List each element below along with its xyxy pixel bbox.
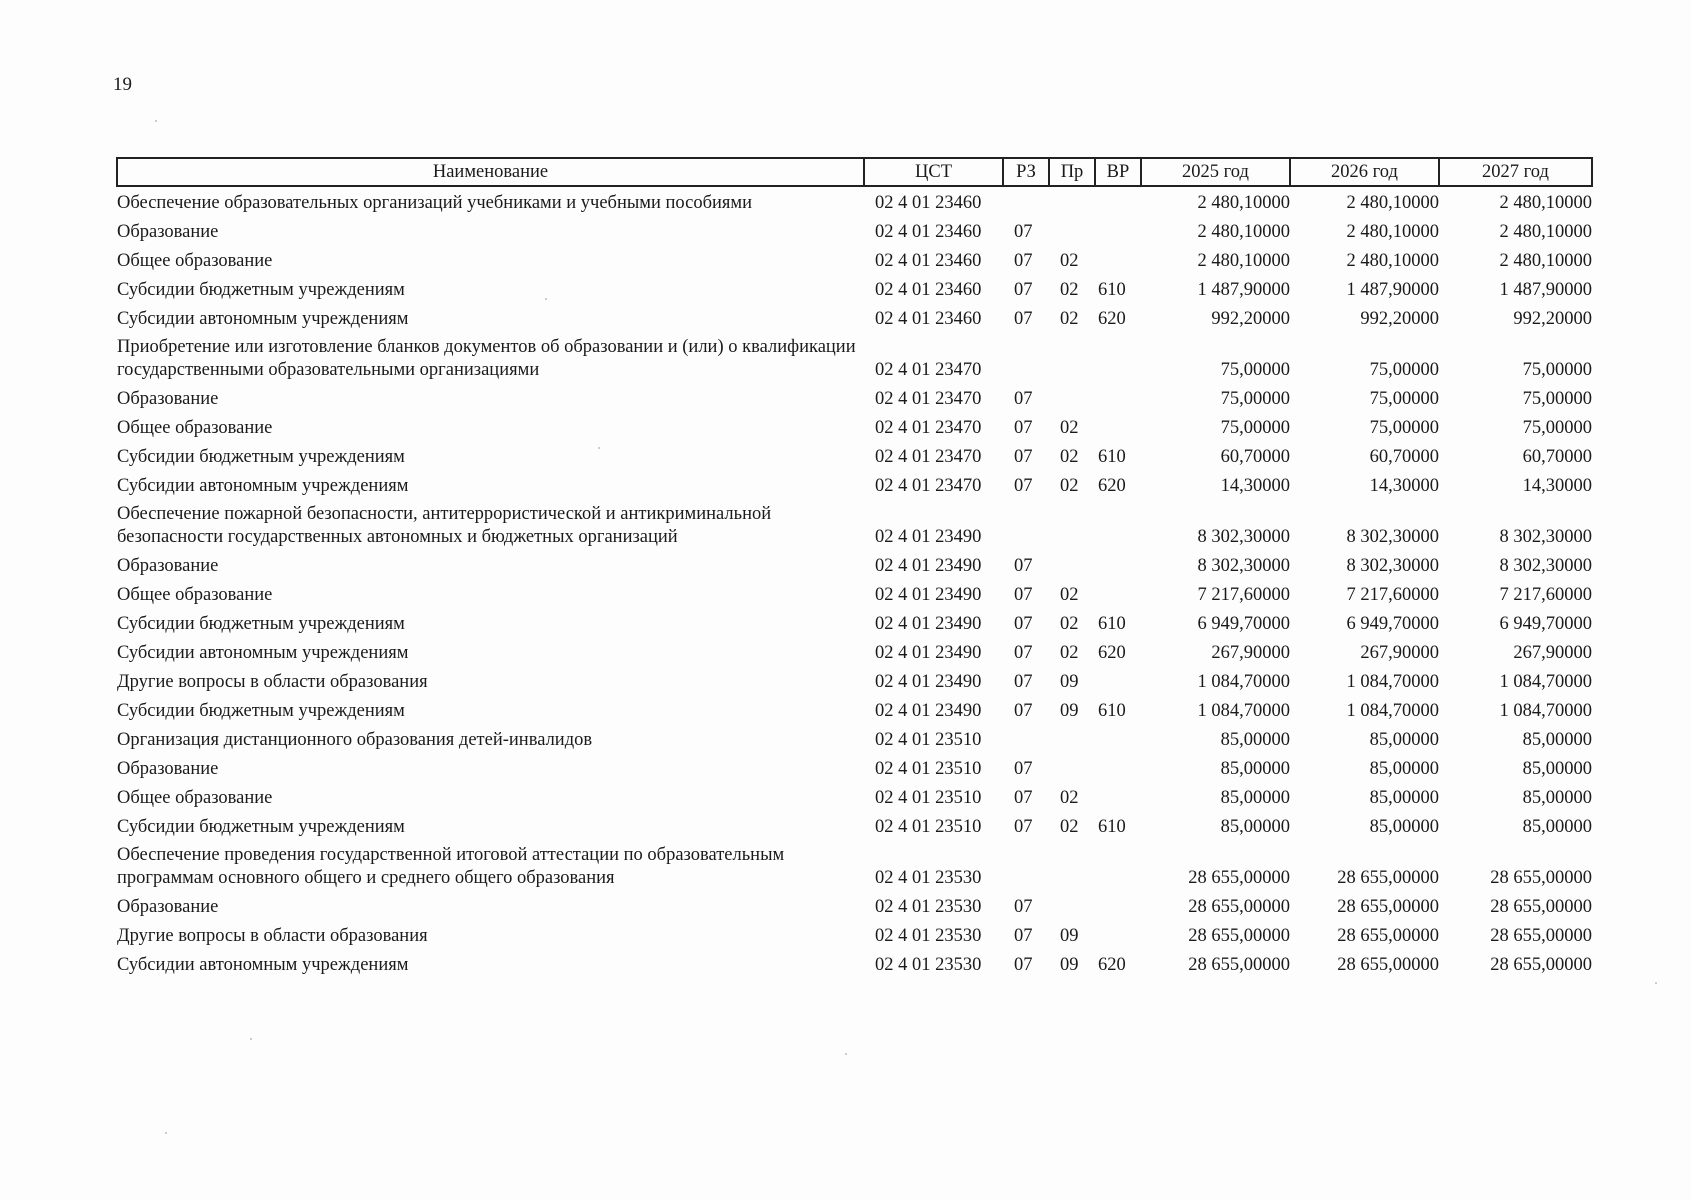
cell-2025: 14,30000 [1220,476,1290,496]
cell-rz: 07 [1014,251,1033,271]
cell-cst: 02 4 01 23490 [875,614,982,634]
cell-2026: 1 084,70000 [1346,701,1439,721]
cell-vr [1095,331,1141,382]
table-row [117,810,1592,839]
cell-rz: 07 [1014,309,1033,329]
table-row [117,752,1592,781]
cell-2027: 8 302,30000 [1499,556,1592,576]
table-row [117,273,1592,302]
cell-vr [1095,186,1141,215]
cell-cst: 02 4 01 23470 [875,360,982,380]
cell-rz: 07 [1014,389,1033,409]
cell-name: Субсидии автономным учреждениям [117,309,409,329]
cell-cst: 02 4 01 23460 [875,251,982,271]
cell-name: Общее образование [117,418,273,438]
cell-2027: 85,00000 [1522,730,1592,750]
cell-pr [1049,890,1095,919]
cell-vr [1095,919,1141,948]
cell-2025: 85,00000 [1220,817,1290,837]
table-header [117,158,1592,186]
cell-2027: 85,00000 [1522,817,1592,837]
cell-cst: 02 4 01 23490 [875,556,982,576]
cell-cst: 02 4 01 23530 [875,926,982,946]
cell-vr: 610 [1098,447,1126,467]
cell-2026: 14,30000 [1369,476,1439,496]
cell-vr [1095,723,1141,752]
header-cst: ЦСТ [864,158,1003,186]
cell-name: Субсидии автономным учреждениям [117,643,409,663]
cell-2026: 85,00000 [1369,759,1439,779]
cell-vr [1095,839,1141,890]
cell-cst: 02 4 01 23460 [875,222,982,242]
cell-2026: 85,00000 [1369,730,1439,750]
cell-2027: 6 949,70000 [1499,614,1592,634]
cell-pr: 09 [1060,926,1079,946]
cell-2027: 60,70000 [1522,447,1592,467]
cell-2025: 6 949,70000 [1197,614,1290,634]
cell-cst: 02 4 01 23490 [875,701,982,721]
cell-2026: 75,00000 [1369,418,1439,438]
table-row [117,948,1592,977]
cell-rz: 07 [1014,759,1033,779]
cell-pr: 02 [1060,643,1079,663]
cell-2026: 267,90000 [1360,643,1439,663]
cell-vr [1095,549,1141,578]
cell-vr: 610 [1098,701,1126,721]
cell-cst: 02 4 01 23470 [875,389,982,409]
table-row [117,215,1592,244]
cell-2027: 14,30000 [1522,476,1592,496]
table-row [117,469,1592,498]
header-vr: ВР [1095,158,1141,186]
cell-2027: 75,00000 [1522,360,1592,380]
header-pr: Пр [1049,158,1095,186]
cell-vr [1095,578,1141,607]
scan-speck [165,1132,167,1134]
table-row [117,186,1592,215]
table-row [117,839,1592,890]
cell-pr [1049,215,1095,244]
cell-2025: 8 302,30000 [1197,527,1290,547]
table-row [117,549,1592,578]
header-rz: РЗ [1003,158,1049,186]
cell-2025: 2 480,10000 [1197,251,1290,271]
cell-vr [1095,752,1141,781]
cell-cst: 02 4 01 23490 [875,527,982,547]
scan-speck [845,1053,847,1055]
table-row [117,244,1592,273]
cell-2027: 75,00000 [1522,418,1592,438]
cell-2027: 28 655,00000 [1490,955,1592,975]
cell-rz: 07 [1014,672,1033,692]
cell-name: Общее образование [117,585,273,605]
cell-2025: 267,90000 [1211,643,1290,663]
table-row [117,890,1592,919]
cell-pr: 02 [1060,476,1079,496]
cell-pr [1049,186,1095,215]
cell-vr [1095,890,1141,919]
cell-2026: 75,00000 [1369,389,1439,409]
cell-2025: 1 084,70000 [1197,701,1290,721]
cell-2026: 6 949,70000 [1346,614,1439,634]
cell-2025: 2 480,10000 [1197,222,1290,242]
cell-rz [1003,186,1049,215]
cell-2025: 75,00000 [1220,360,1290,380]
cell-pr [1049,331,1095,382]
cell-2027: 2 480,10000 [1499,222,1592,242]
cell-2025: 85,00000 [1220,730,1290,750]
cell-pr: 02 [1060,280,1079,300]
cell-name: Образование [117,897,219,917]
cell-2026: 28 655,00000 [1337,868,1439,888]
cell-name: Обеспечение пожарной безопасности, антитеррористической и антикриминальной безопасности государственных автономных и бюджетных организаций [117,504,772,547]
cell-rz [1003,331,1049,382]
header-2025: 2025 год [1141,158,1290,186]
page-number: 19 [113,74,132,95]
cell-2026: 992,20000 [1360,309,1439,329]
cell-2025: 7 217,60000 [1197,585,1290,605]
cell-cst: 02 4 01 23490 [875,585,982,605]
cell-2027: 28 655,00000 [1490,868,1592,888]
cell-vr [1095,665,1141,694]
table-row [117,382,1592,411]
cell-2027: 1 487,90000 [1499,280,1592,300]
cell-2026: 2 480,10000 [1346,222,1439,242]
cell-cst: 02 4 01 23510 [875,730,982,750]
cell-pr: 02 [1060,251,1079,271]
cell-cst: 02 4 01 23530 [875,955,982,975]
scan-speck [250,1038,252,1040]
cell-2027: 85,00000 [1522,788,1592,808]
cell-2026: 28 655,00000 [1337,897,1439,917]
cell-name: Субсидии бюджетным учреждениям [117,280,405,300]
cell-name: Другие вопросы в области образования [117,926,428,946]
cell-2027: 75,00000 [1522,389,1592,409]
cell-pr [1049,549,1095,578]
cell-2025: 992,20000 [1211,309,1290,329]
cell-vr [1095,244,1141,273]
cell-2026: 60,70000 [1369,447,1439,467]
cell-name: Субсидии бюджетным учреждениям [117,447,405,467]
cell-2025: 75,00000 [1220,418,1290,438]
cell-rz: 07 [1014,280,1033,300]
cell-2026: 8 302,30000 [1346,556,1439,576]
cell-name: Организация дистанционного образования детей-инвалидов [117,730,593,750]
cell-name: Обеспечение образовательных организаций учебниками и учебными пособиями [117,193,753,213]
table-row [117,723,1592,752]
table-row [117,665,1592,694]
cell-name: Общее образование [117,788,273,808]
cell-cst: 02 4 01 23510 [875,817,982,837]
cell-2026: 28 655,00000 [1337,926,1439,946]
table-row [117,694,1592,723]
budget-table-container [116,157,1591,977]
table-row [117,578,1592,607]
cell-pr: 02 [1060,418,1079,438]
cell-pr: 02 [1060,585,1079,605]
header-2027: 2027 год [1439,158,1592,186]
cell-2025: 1 084,70000 [1197,672,1290,692]
cell-pr: 02 [1060,788,1079,808]
cell-rz: 07 [1014,955,1033,975]
cell-vr: 620 [1098,476,1126,496]
cell-2027: 85,00000 [1522,759,1592,779]
cell-pr [1049,498,1095,549]
cell-2026: 8 302,30000 [1346,527,1439,547]
cell-rz: 07 [1014,817,1033,837]
cell-vr [1095,382,1141,411]
cell-vr: 610 [1098,817,1126,837]
cell-2025: 28 655,00000 [1188,897,1290,917]
scan-speck [545,298,547,300]
cell-2026: 75,00000 [1369,360,1439,380]
cell-pr [1049,382,1095,411]
cell-name: Образование [117,759,219,779]
cell-name: Субсидии автономным учреждениям [117,955,409,975]
cell-2025: 2 480,10000 [1197,193,1290,213]
cell-vr: 620 [1098,643,1126,663]
cell-cst: 02 4 01 23530 [875,868,982,888]
cell-cst: 02 4 01 23510 [875,759,982,779]
cell-vr [1095,215,1141,244]
cell-cst: 02 4 01 23470 [875,476,982,496]
cell-name: Субсидии бюджетным учреждениям [117,701,405,721]
cell-rz: 07 [1014,447,1033,467]
header-2026: 2026 год [1290,158,1439,186]
cell-2026: 1 084,70000 [1346,672,1439,692]
cell-pr: 02 [1060,447,1079,467]
cell-2025: 85,00000 [1220,759,1290,779]
cell-2027: 992,20000 [1513,309,1592,329]
cell-rz: 07 [1014,788,1033,808]
cell-2027: 28 655,00000 [1490,897,1592,917]
cell-2027: 2 480,10000 [1499,193,1592,213]
scan-speck [598,447,600,449]
cell-vr: 620 [1098,955,1126,975]
cell-cst: 02 4 01 23510 [875,788,982,808]
cell-2025: 1 487,90000 [1197,280,1290,300]
cell-name: Образование [117,222,219,242]
cell-2026: 2 480,10000 [1346,193,1439,213]
table-row [117,498,1592,549]
cell-rz: 07 [1014,222,1033,242]
cell-name: Приобретение или изготовление бланков документов об образовании и (или) о квалификации государственными образовательными организациями [117,337,856,380]
cell-rz [1003,839,1049,890]
cell-pr [1049,752,1095,781]
cell-cst: 02 4 01 23490 [875,643,982,663]
cell-name: Субсидии бюджетным учреждениям [117,614,405,634]
table-body [117,186,1592,977]
cell-rz: 07 [1014,585,1033,605]
cell-2025: 28 655,00000 [1188,955,1290,975]
cell-vr [1095,411,1141,440]
cell-2026: 7 217,60000 [1346,585,1439,605]
cell-name: Субсидии автономным учреждениям [117,476,409,496]
cell-2027: 7 217,60000 [1499,585,1592,605]
cell-2027: 267,90000 [1513,643,1592,663]
cell-pr: 02 [1060,309,1079,329]
table-row [117,781,1592,810]
cell-pr: 09 [1060,672,1079,692]
header-row [117,158,1592,186]
cell-rz [1003,498,1049,549]
cell-pr: 09 [1060,701,1079,721]
cell-name: Образование [117,556,219,576]
cell-vr [1095,781,1141,810]
cell-pr [1049,839,1095,890]
cell-rz: 07 [1014,614,1033,634]
cell-2027: 1 084,70000 [1499,701,1592,721]
cell-cst: 02 4 01 23470 [875,418,982,438]
cell-rz: 07 [1014,701,1033,721]
cell-name: Общее образование [117,251,273,271]
table-row [117,607,1592,636]
table-row [117,919,1592,948]
budget-table [116,157,1593,977]
cell-vr: 610 [1098,280,1126,300]
cell-2025: 28 655,00000 [1188,868,1290,888]
cell-rz: 07 [1014,926,1033,946]
cell-name: Обеспечение проведения государственной итоговой аттестации по образовательным программам основного общего и среднего общего образования [117,845,785,888]
cell-cst: 02 4 01 23460 [875,309,982,329]
header-name: Наименование [117,158,864,186]
table-row [117,302,1592,331]
cell-2026: 85,00000 [1369,788,1439,808]
cell-vr: 620 [1098,309,1126,329]
cell-name: Другие вопросы в области образования [117,672,428,692]
cell-vr [1095,498,1141,549]
cell-2026: 28 655,00000 [1337,955,1439,975]
cell-2027: 2 480,10000 [1499,251,1592,271]
cell-pr: 02 [1060,614,1079,634]
cell-pr: 02 [1060,817,1079,837]
cell-rz: 07 [1014,556,1033,576]
cell-2025: 28 655,00000 [1188,926,1290,946]
cell-2026: 2 480,10000 [1346,251,1439,271]
cell-2025: 60,70000 [1220,447,1290,467]
cell-2027: 1 084,70000 [1499,672,1592,692]
table-row [117,636,1592,665]
cell-rz: 07 [1014,643,1033,663]
cell-cst: 02 4 01 23460 [875,193,982,213]
cell-rz: 07 [1014,897,1033,917]
scan-speck [1655,982,1657,984]
table-row [117,440,1592,469]
cell-pr [1049,723,1095,752]
cell-pr: 09 [1060,955,1079,975]
cell-cst: 02 4 01 23470 [875,447,982,467]
cell-2027: 8 302,30000 [1499,527,1592,547]
cell-name: Субсидии бюджетным учреждениям [117,817,405,837]
cell-2025: 75,00000 [1220,389,1290,409]
cell-cst: 02 4 01 23460 [875,280,982,300]
table-row [117,331,1592,382]
cell-rz: 07 [1014,476,1033,496]
cell-rz: 07 [1014,418,1033,438]
cell-name: Образование [117,389,219,409]
cell-2027: 28 655,00000 [1490,926,1592,946]
cell-rz [1003,723,1049,752]
cell-cst: 02 4 01 23530 [875,897,982,917]
table-row [117,411,1592,440]
cell-vr: 610 [1098,614,1126,634]
cell-2026: 1 487,90000 [1346,280,1439,300]
cell-cst: 02 4 01 23490 [875,672,982,692]
cell-2025: 85,00000 [1220,788,1290,808]
cell-2026: 85,00000 [1369,817,1439,837]
cell-2025: 8 302,30000 [1197,556,1290,576]
scan-speck [155,120,157,122]
